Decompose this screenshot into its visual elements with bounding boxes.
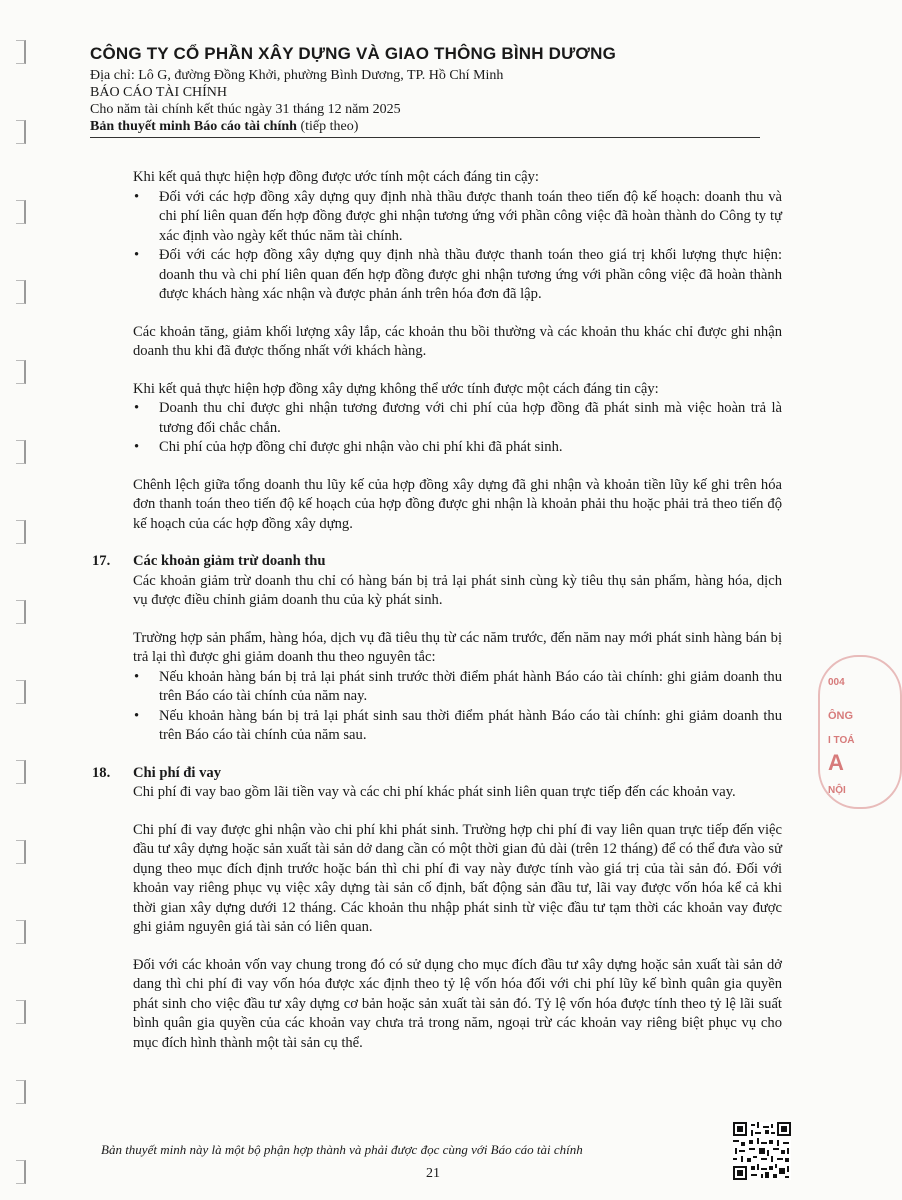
section-heading-17 [92,552,782,572]
binding-mark [16,440,26,464]
report-title: BÁO CÁO TÀI CHÍNH [90,85,228,100]
document-body [92,168,782,1053]
page-number: 21 [426,1166,440,1181]
paragraph: Chi phí đi vay bao gồm lãi tiền vay và các chi phí khác phát sinh liên quan trực tiếp đến các khoản vay. [133,784,736,800]
paragraph: Trường hợp sản phẩm, hàng hóa, dịch vụ đã tiêu thụ từ các năm trước, đến năm nay mới phát sinh hàng bán bị trả lại thì được ghi giảm doanh thu theo nguyên tắc: [133,629,782,665]
section-subtitle [90,118,760,135]
binding-mark [16,840,26,864]
seal-text: 004 [828,677,845,688]
binding-mark [16,1000,26,1024]
bullet-item: • Nếu khoản hàng bán bị trả lại phát sinh sau thời điểm phát hành Báo cáo tài chính: ghi giảm doanh thu trên Báo cáo tài chính của năm sau. [159,707,782,746]
paragraph: Các khoản tăng, giảm khối lượng xây lắp, các khoản thu bồi thường và các khoản thu khác chỉ được ghi nhận doanh thu khi đã được thống nhất với khách hàng. [133,323,782,359]
paragraph: Khi kết quả thực hiện hợp đồng xây dựng không thể ước tính được một cách đáng tin cậy: [133,380,659,397]
paragraph: Chi phí đi vay được ghi nhận vào chi phí khi phát sinh. Trường hợp chi phí đi vay liên quan trực tiếp đến việc đầu tư xây dựng hoặc sản xuất tài sản dở dang cần có một thời gian đủ dài (trên 12 tháng) để có thể đưa vào sử dụng theo mục đích định trước hoặc bán thì chi phí đi vay này được tính vào giá trị của tài sản đó. Đối với khoản vay riêng phục vụ việc xây dựng tài sản cố định, bất động sản đầu tư, lãi vay được vốn hóa kể cả khi thời gian xây dựng dưới 12 tháng. Các khoản thu nhập phát sinh từ việc đầu tư tạm thời các khoản vay được ghi giảm nguyên giá tài sản có liên quan. [133,821,782,935]
binding-mark [16,520,26,544]
section-heading-18 [92,764,782,784]
seal-text: I TOÁ [828,735,855,746]
binding-mark [16,920,26,944]
subtitle-suffix: (tiếp theo) [300,119,359,134]
binding-mark [16,360,26,384]
company-name: CÔNG TY CỔ PHẦN XÂY DỰNG VÀ GIAO THÔNG BÌNH DƯƠNG [90,44,617,63]
binding-mark [16,120,26,144]
binding-mark [16,200,26,224]
seal-text: A [828,750,844,775]
page-header [90,44,760,138]
company-address: Địa chỉ: Lô G, đường Đồng Khởi, phường Bình Dương, TP. Hồ Chí Minh [90,68,504,83]
section-title: Các khoản giảm trừ doanh thu [133,553,326,569]
seal-text: NỘI [828,785,846,796]
bullet-item: • Doanh thu chỉ được ghi nhận tương đương với chi phí của hợp đồng đã phát sinh mà việc hoàn trả là tương đối chắc chắn. [159,399,782,438]
qr-code-icon [733,1122,791,1180]
binding-mark [16,1080,26,1104]
binding-mark [16,600,26,624]
section-number: 18. [92,764,111,781]
section-title: Chi phí đi vay [133,764,222,781]
seal-text: ÔNG [828,710,854,722]
binding-mark [16,1160,26,1184]
paragraph: Đối với các khoản vốn vay chung trong đó có sử dụng cho mục đích đầu tư xây dựng hoặc sản xuất tài sản dở dang thì chi phí đi vay vốn hóa được xác định theo tỷ lệ vốn hóa đối với chi phí lũy kế bình quân gia quyền phát sinh cho việc đầu tư xây dựng cơ bản hoặc sản xuất tài sản đó. Tỷ lệ vốn hóa được tính theo tỷ lệ lãi suất bình quân gia quyền của các khoản vay chưa trả trong năm, ngoại trừ các khoản vay riêng biệt phục vụ cho mục đích hình thành một tài sản cụ thể. [133,956,782,1051]
section-number: 17. [92,553,111,569]
binding-mark [16,680,26,704]
bullet-item: • Nếu khoản hàng bán bị trả lại phát sinh trước thời điểm phát hành Báo cáo tài chính: ghi giảm doanh thu trên Báo cáo tài chính của năm nay. [159,668,782,707]
subtitle-main: Bản thuyết minh Báo cáo tài chính [90,119,297,134]
report-period: Cho năm tài chính kết thúc ngày 31 tháng 12 năm 2025 [90,102,401,117]
paragraph: Khi kết quả thực hiện hợp đồng được ước tính một cách đáng tin cậy: [133,169,539,185]
bullet-item: • Đối với các hợp đồng xây dựng quy định nhà thầu được thanh toán theo giá trị khối lượng thực hiện: doanh thu và chi phí liên quan đến hợp đồng được ghi nhận tương ứng với phần công việc đã hoàn thành được khách hàng xác nhận và được phản ánh trên hóa đơn đã lập. [159,246,782,305]
company-seal-fragment [818,655,858,805]
binding-marks [0,0,30,1200]
footer-note: Bản thuyết minh này là một bộ phận hợp thành và phải được đọc cùng với Báo cáo tài chính [101,1142,583,1157]
binding-mark [16,40,26,64]
header-rule [90,137,760,138]
paragraph: Chênh lệch giữa tổng doanh thu lũy kế của hợp đồng xây dựng đã ghi nhận và khoản tiền lũy kế ghi trên hóa đơn thanh toán theo tiến độ kế hoạch của hợp đồng được ghi nhận là khoản phải thu hoặc phải trả theo tiến độ kế hoạch của các hợp đồng xây dựng. [133,476,782,532]
binding-mark [16,760,26,784]
paragraph: Các khoản giảm trừ doanh thu chỉ có hàng bán bị trả lại phát sinh cùng kỳ tiêu thụ sản phẩm, hàng hóa, dịch vụ được điều chỉnh giảm doanh thu của kỳ phát sinh. [133,572,782,608]
bullet-item: • Chi phí của hợp đồng chỉ được ghi nhận vào chi phí khi đã phát sinh. [159,438,782,458]
binding-mark [16,280,26,304]
bullet-item: • Đối với các hợp đồng xây dựng quy định nhà thầu được thanh toán theo tiến độ kế hoạch: doanh thu và chi phí liên quan đến hợp đồng được ghi nhận tương ứng với phần công việc đã hoàn thành do Công ty tự xác định vào ngày kết thúc năm tài chính. [159,188,782,247]
